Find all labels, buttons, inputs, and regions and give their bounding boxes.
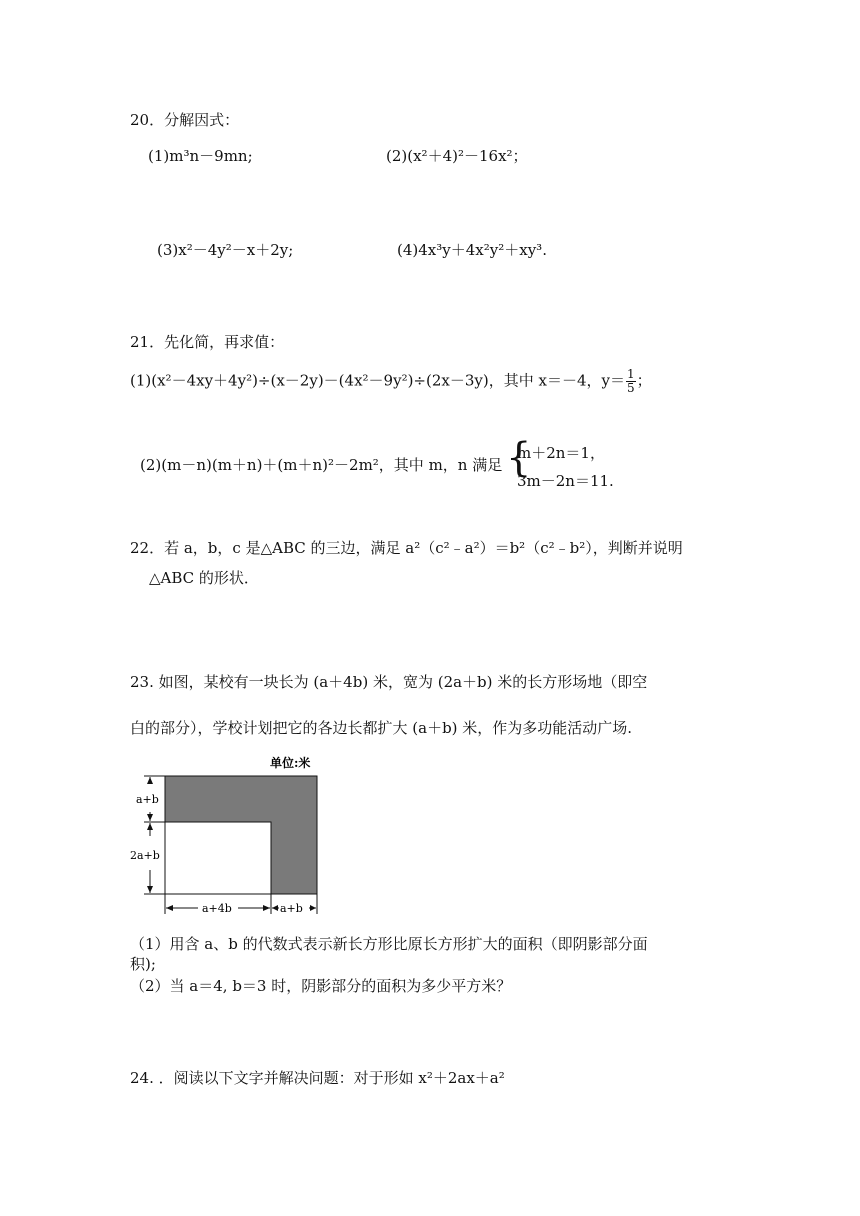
q20-part3: (3)x²－4y²－x＋2y; <box>157 241 294 259</box>
q23-line2: 白的部分），学校计划把它的各边长都扩大 (a＋b) 米，作为多功能活动广场. <box>130 719 633 737</box>
q21-system-eq1: m＋2n＝1， <box>517 444 605 462</box>
q21-part2: (2)(m－n)(m＋n)＋(m＋n)²－2m²，其中 m，n 满足 <box>140 456 503 474</box>
q20-part1: (1)m³n－9mn; <box>148 147 253 165</box>
q23-figure <box>128 748 338 920</box>
system-brace: { <box>506 435 532 481</box>
q23-sub1-line1: （1）用含 a、b 的代数式表示新长方形比原长方形扩大的面积（即阴影部分面 <box>130 935 648 953</box>
q23-sub2: （2）当 a＝4, b＝3 时，阴影部分的面积为多少平方米？ <box>130 977 512 995</box>
q22-line1: 22．若 a，b，c 是△ABC 的三边，满足 a²（c²﹣a²）＝b²（c²﹣b²），判断并说明 <box>130 539 683 557</box>
q21-system-eq2: 3m－2n＝11. <box>517 472 614 490</box>
q21-fraction <box>626 368 636 395</box>
unit-label: 单位:米 <box>270 756 311 770</box>
original-rectangle <box>165 822 271 894</box>
q20-part2: (2)(x²＋4)²－16x²； <box>386 147 528 165</box>
q23-line1: 23. 如图，某校有一块长为 (a＋4b) 米，宽为 (2a＋b) 米的长方形场地（即空 <box>130 673 648 691</box>
label-bottom-right: a+b <box>280 902 303 915</box>
q20-part4: (4)4x³y＋4x²y²＋xy³. <box>397 241 547 259</box>
q23-sub1-line2: 积); <box>130 955 156 973</box>
q20-title: 20．分解因式： <box>130 111 240 129</box>
label-left: 2a+b <box>130 849 160 862</box>
q22-line2: △ABC 的形状． <box>149 569 259 587</box>
label-bottom: a+4b <box>202 902 232 915</box>
fraction-denominator: 5 <box>626 381 635 395</box>
fraction-numerator: 1 <box>626 367 635 381</box>
q21-part1 <box>130 368 652 395</box>
q21-title: 21．先化简，再求值： <box>130 333 285 351</box>
q21-part1-text: (1)(x²－4xy＋4y²)÷(x－2y)－(4x²－9y²)÷(2x－3y)，其中 x＝－4，y＝ <box>130 371 625 390</box>
q21-part1-end: ； <box>636 371 652 390</box>
label-top-left: a+b <box>136 793 159 806</box>
q24-line1: 24. ．阅读以下文字并解决问题：对于形如 x²＋2ax＋a² <box>130 1069 505 1087</box>
